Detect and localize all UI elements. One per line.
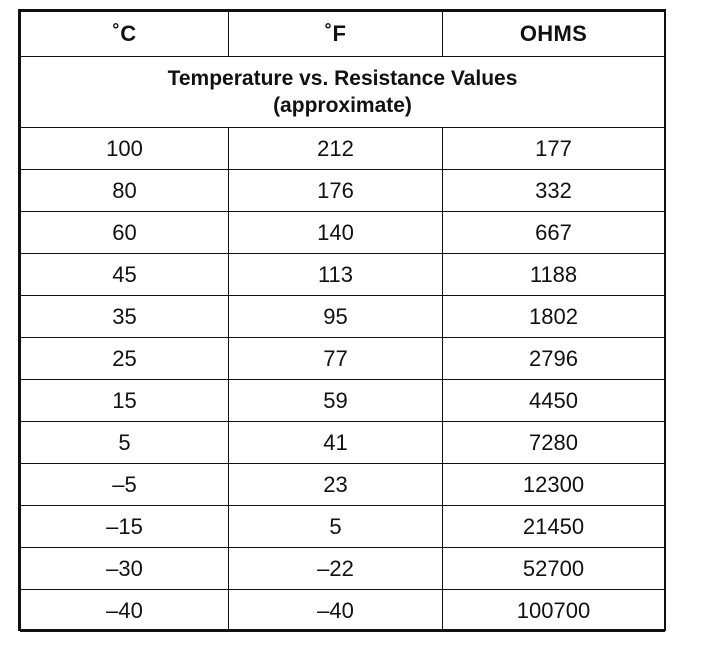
caption-line-1: Temperature vs. Resistance Values bbox=[167, 67, 518, 90]
cell-fahrenheit: 77 bbox=[229, 338, 443, 380]
header-celsius: ˚C bbox=[21, 12, 229, 57]
cell-fahrenheit: 212 bbox=[229, 128, 443, 170]
cell-celsius: 45 bbox=[21, 254, 229, 296]
cell-celsius: –5 bbox=[21, 464, 229, 506]
table-caption bbox=[21, 57, 665, 128]
cell-celsius: 80 bbox=[21, 170, 229, 212]
cell-fahrenheit: 95 bbox=[229, 296, 443, 338]
table-row bbox=[21, 212, 665, 254]
cell-ohms: 52700 bbox=[443, 548, 665, 590]
cell-fahrenheit: –40 bbox=[229, 590, 443, 632]
cell-ohms: 2796 bbox=[443, 338, 665, 380]
cell-celsius: –30 bbox=[21, 548, 229, 590]
cell-ohms: 100700 bbox=[443, 590, 665, 632]
table-row bbox=[21, 422, 665, 464]
temperature-resistance-table bbox=[18, 9, 666, 631]
cell-celsius: 35 bbox=[21, 296, 229, 338]
cell-celsius: 15 bbox=[21, 380, 229, 422]
cell-celsius: 25 bbox=[21, 338, 229, 380]
cell-celsius: 100 bbox=[21, 128, 229, 170]
table-row bbox=[21, 464, 665, 506]
cell-celsius: 60 bbox=[21, 212, 229, 254]
cell-fahrenheit: 176 bbox=[229, 170, 443, 212]
caption-line-2: (approximate) bbox=[273, 94, 412, 117]
cell-ohms: 332 bbox=[443, 170, 665, 212]
cell-fahrenheit: 113 bbox=[229, 254, 443, 296]
cell-fahrenheit: –22 bbox=[229, 548, 443, 590]
cell-ohms: 177 bbox=[443, 128, 665, 170]
cell-fahrenheit: 59 bbox=[229, 380, 443, 422]
table-row bbox=[21, 506, 665, 548]
table bbox=[20, 11, 665, 632]
header-ohms: OHMS bbox=[443, 12, 665, 57]
table-row bbox=[21, 170, 665, 212]
cell-celsius: –15 bbox=[21, 506, 229, 548]
table-row bbox=[21, 128, 665, 170]
table-row bbox=[21, 296, 665, 338]
cell-celsius: 5 bbox=[21, 422, 229, 464]
header-fahrenheit: ˚F bbox=[229, 12, 443, 57]
cell-ohms: 1802 bbox=[443, 296, 665, 338]
header-row bbox=[21, 12, 665, 57]
cell-ohms: 1188 bbox=[443, 254, 665, 296]
table-row bbox=[21, 590, 665, 632]
cell-ohms: 667 bbox=[443, 212, 665, 254]
cell-ohms: 7280 bbox=[443, 422, 665, 464]
cell-fahrenheit: 23 bbox=[229, 464, 443, 506]
table-row bbox=[21, 548, 665, 590]
table-row bbox=[21, 254, 665, 296]
cell-fahrenheit: 140 bbox=[229, 212, 443, 254]
cell-ohms: 4450 bbox=[443, 380, 665, 422]
cell-fahrenheit: 41 bbox=[229, 422, 443, 464]
cell-ohms: 12300 bbox=[443, 464, 665, 506]
table-row bbox=[21, 338, 665, 380]
table-row bbox=[21, 380, 665, 422]
cell-fahrenheit: 5 bbox=[229, 506, 443, 548]
caption-row bbox=[21, 57, 665, 128]
cell-ohms: 21450 bbox=[443, 506, 665, 548]
cell-celsius: –40 bbox=[21, 590, 229, 632]
